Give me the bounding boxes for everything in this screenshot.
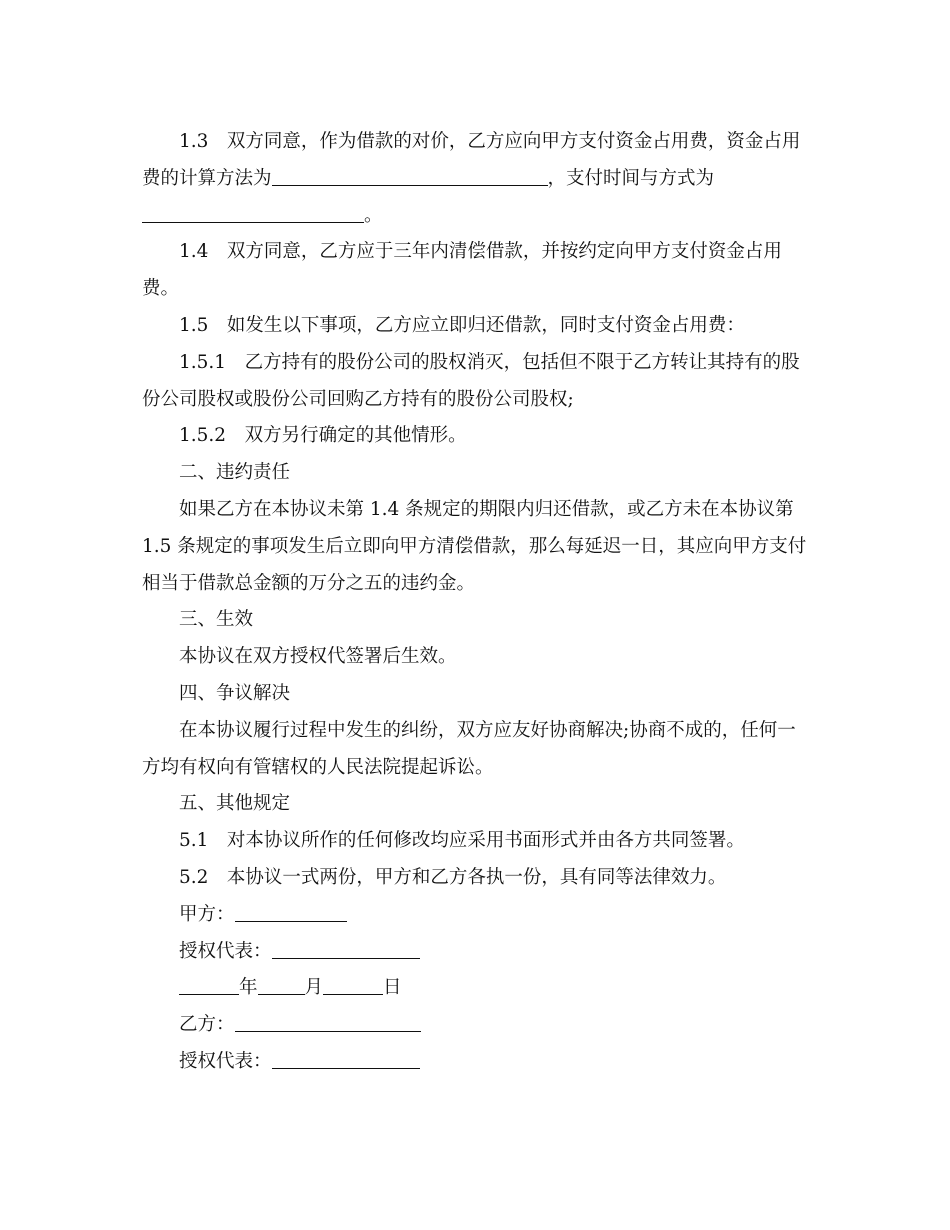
clause-1-3-period: 。 xyxy=(364,204,383,226)
section-2-title: 二、违约责任 xyxy=(179,462,291,484)
year-label: 年 xyxy=(239,977,258,999)
party-a-blank[interactable] xyxy=(235,903,347,922)
calc-method-label: 费的计算方法为 xyxy=(142,167,272,189)
clause-1-3-line1: 1.3 双方同意，作为借款的对价，乙方应向甲方支付资金占用费，资金占用 xyxy=(179,131,801,152)
rep-b-line xyxy=(142,1044,807,1081)
calc-method-blank[interactable] xyxy=(272,167,548,186)
payment-method-blank[interactable] xyxy=(142,204,364,223)
clause-1-5-2-text: 1.5.2 双方另行确定的其他情形。 xyxy=(179,425,467,447)
clause-1-5-1-cont xyxy=(142,382,807,419)
clause-1-5-1 xyxy=(142,345,807,382)
clause-5-1 xyxy=(142,823,807,860)
clause-1-4-cont xyxy=(142,271,807,308)
section-heading-dispute xyxy=(142,676,807,713)
clause-1-4-line1: 1.4 双方同意，乙方应于三年内清偿借款，并按约定向甲方支付资金占用 xyxy=(179,241,782,263)
dispute-paragraph-cont xyxy=(142,750,807,787)
dispute-line1: 在本协议履行过程中发生的纠纷，双方应友好协商解决;协商不成的，任何一 xyxy=(179,719,796,741)
month-blank[interactable] xyxy=(258,976,305,995)
clause-5-1-text: 5.1 对本协议所作的任何修改均应采用书面形式并由各方共同签署。 xyxy=(179,830,745,852)
clause-5-2-text: 5.2 本协议一式两份，甲方和乙方各执一份，具有同等法律效力。 xyxy=(179,866,727,888)
section-heading-breach xyxy=(142,455,807,492)
party-a-label: 甲方： xyxy=(179,903,235,925)
section-3-title: 三、生效 xyxy=(179,609,254,631)
rep-b-label: 授权代表： xyxy=(179,1050,272,1072)
party-a-line xyxy=(142,897,807,934)
effect-paragraph xyxy=(142,639,807,676)
clause-5-2 xyxy=(142,860,807,897)
rep-b-blank[interactable] xyxy=(272,1050,420,1069)
party-b-label: 乙方： xyxy=(179,1014,235,1036)
day-blank[interactable] xyxy=(323,976,383,995)
breach-line3: 相当于借款总金额的万分之五的违约金。 xyxy=(142,572,476,594)
agreement-page xyxy=(142,124,807,1081)
breach-line2: 1.5 条规定的事项发生后立即向甲方清偿借款，那么每延迟一日，其应向甲方支付 xyxy=(142,535,807,557)
clause-1-3-end xyxy=(142,198,807,235)
section-4-title: 四、争议解决 xyxy=(179,682,291,704)
clause-1-5-1-line1: 1.5.1 乙方持有的股份公司的股权消灭，包括但不限于乙方转让其持有的股 xyxy=(179,351,800,373)
clause-1-5-1-line2: 份公司股权或股份公司回购乙方持有的股份公司股权; xyxy=(142,388,574,410)
dispute-line2: 方均有权向有管辖权的人民法院提起诉讼。 xyxy=(142,756,494,778)
clause-1-3 xyxy=(142,124,807,161)
clause-1-4-line2: 费。 xyxy=(142,278,180,300)
party-b-blank[interactable] xyxy=(235,1013,421,1032)
dispute-paragraph xyxy=(142,713,807,750)
clause-1-5-text: 1.5 如发生以下事项，乙方应立即归还借款，同时支付资金占用费： xyxy=(179,314,745,336)
clause-1-3-cont xyxy=(142,161,807,198)
breach-line1: 如果乙方在本协议未第 1.4 条规定的期限内归还借款，或乙方未在本协议第 xyxy=(179,498,794,520)
clause-1-5 xyxy=(142,308,807,345)
section-heading-effect xyxy=(142,602,807,639)
section-heading-other xyxy=(142,786,807,823)
month-label: 月 xyxy=(304,977,324,999)
clause-1-5-2 xyxy=(142,418,807,455)
day-label: 日 xyxy=(383,977,402,999)
party-b-line xyxy=(142,1007,807,1044)
breach-paragraph-cont xyxy=(142,529,807,566)
breach-paragraph-end xyxy=(142,566,807,603)
year-blank[interactable] xyxy=(179,976,239,995)
rep-a-blank[interactable] xyxy=(272,940,420,959)
date-line xyxy=(142,970,807,1007)
effect-text: 本协议在双方授权代签署后生效。 xyxy=(179,646,457,668)
clause-1-4 xyxy=(142,234,807,271)
section-5-title: 五、其他规定 xyxy=(179,793,291,815)
breach-paragraph xyxy=(142,492,807,529)
rep-a-line xyxy=(142,934,807,971)
rep-a-label: 授权代表： xyxy=(179,940,272,962)
payment-method-label: ，支付时间与方式为 xyxy=(547,167,715,189)
